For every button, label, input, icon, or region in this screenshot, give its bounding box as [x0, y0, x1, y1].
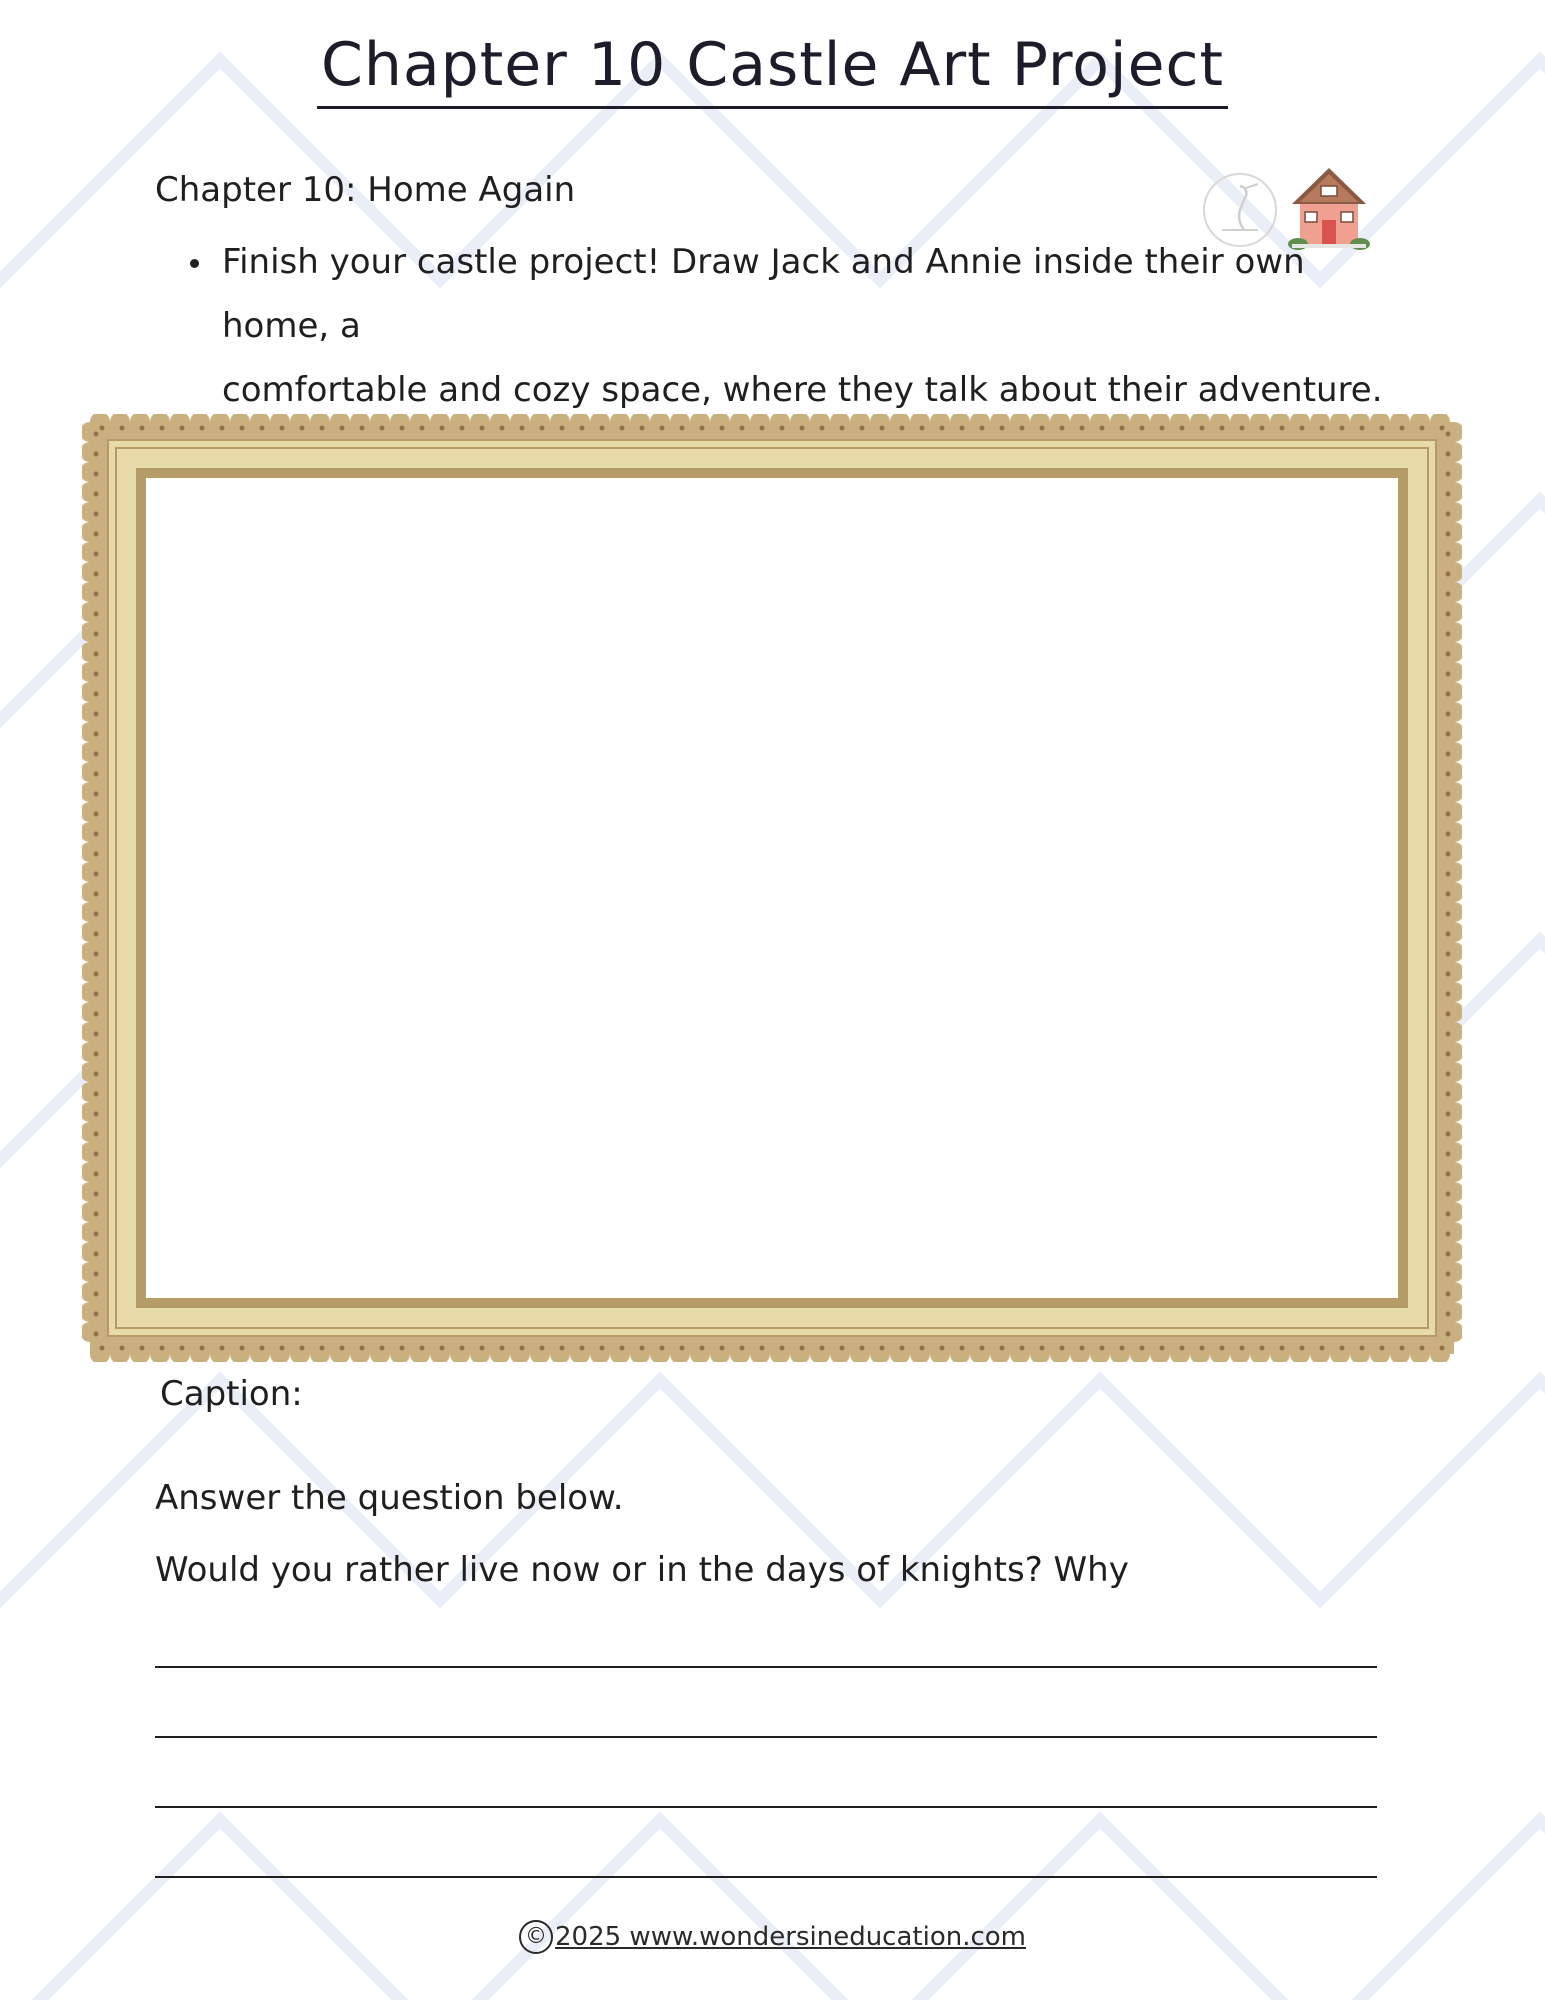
frame-bead: [1400, 1346, 1405, 1351]
frame-bead: [1420, 1346, 1425, 1351]
frame-bead: [240, 1346, 245, 1351]
frame-bead: [1446, 832, 1451, 837]
frame-bead: [940, 426, 945, 431]
frame-bead: [94, 792, 99, 797]
frame-bead: [1446, 992, 1451, 997]
frame-bead: [94, 432, 99, 437]
frame-bead: [1446, 672, 1451, 677]
frame-bead: [820, 426, 825, 431]
frame-bead: [1446, 1212, 1451, 1217]
frame-bead: [760, 1346, 765, 1351]
frame-bead: [94, 1032, 99, 1037]
frame-bead: [1140, 426, 1145, 431]
frame-bead: [740, 1346, 745, 1351]
frame-bead: [960, 1346, 965, 1351]
page-title: Chapter 10 Castle Art Project: [0, 30, 1545, 109]
frame-bead: [1446, 1232, 1451, 1237]
frame-bead: [1080, 426, 1085, 431]
frame-bead: [1446, 492, 1451, 497]
frame-bead: [1446, 612, 1451, 617]
frame-bead: [1260, 426, 1265, 431]
frame-bead: [94, 1232, 99, 1237]
frame-bead: [380, 1346, 385, 1351]
frame-bead: [1446, 432, 1451, 437]
frame-bead: [1446, 1012, 1451, 1017]
frame-bead: [1446, 692, 1451, 697]
caption-label: Caption:: [160, 1374, 303, 1414]
frame-bead: [94, 732, 99, 737]
frame-bead: [600, 426, 605, 431]
frame-bead: [900, 426, 905, 431]
frame-bead: [500, 426, 505, 431]
frame-bead: [1040, 1346, 1045, 1351]
frame-bead: [880, 1346, 885, 1351]
frame-bead: [1446, 1252, 1451, 1257]
frame-bead: [1360, 1346, 1365, 1351]
frame-bead: [1300, 1346, 1305, 1351]
frame-bead: [460, 1346, 465, 1351]
frame-bead: [100, 426, 105, 431]
frame-bead: [94, 1272, 99, 1277]
frame-bead: [94, 1212, 99, 1217]
frame-bead: [1220, 1346, 1225, 1351]
frame-bead: [680, 1346, 685, 1351]
frame-bead: [740, 426, 745, 431]
frame-bead: [380, 426, 385, 431]
frame-bead: [1240, 1346, 1245, 1351]
frame-bead: [420, 426, 425, 431]
frame-bead: [820, 1346, 825, 1351]
frame-bead: [400, 1346, 405, 1351]
frame-bead: [94, 452, 99, 457]
frame-bead: [1446, 1072, 1451, 1077]
frame-bead: [960, 426, 965, 431]
footer-link[interactable]: 2025 www.wondersineducation.com: [555, 1922, 1026, 1952]
frame-bead: [1446, 452, 1451, 457]
frame-bead: [94, 1192, 99, 1197]
frame-bead: [440, 426, 445, 431]
frame-bead: [540, 1346, 545, 1351]
frame-bead: [1100, 426, 1105, 431]
frame-bead: [94, 1132, 99, 1137]
frame-bead: [1440, 1346, 1445, 1351]
frame-bead: [280, 1346, 285, 1351]
frame-bead: [160, 426, 165, 431]
frame-bead: [1160, 1346, 1165, 1351]
question-text: Would you rather live now or in the days of knights? Why: [155, 1550, 1129, 1590]
drawing-area: [146, 478, 1398, 1298]
frame-bead: [180, 1346, 185, 1351]
frame-bead: [840, 1346, 845, 1351]
frame-bead: [340, 426, 345, 431]
frame-bead: [580, 426, 585, 431]
frame-bead: [520, 1346, 525, 1351]
frame-bead: [200, 1346, 205, 1351]
frame-bead: [780, 1346, 785, 1351]
frame-bead: [240, 426, 245, 431]
frame-bead: [1120, 1346, 1125, 1351]
frame-bead: [160, 1346, 165, 1351]
frame-bead: [94, 852, 99, 857]
frame-bead: [720, 1346, 725, 1351]
frame-bead: [1446, 552, 1451, 557]
frame-bead: [1080, 1346, 1085, 1351]
frame-bead: [900, 1346, 905, 1351]
frame-bead: [1446, 1312, 1451, 1317]
frame-bead: [94, 492, 99, 497]
frame-bead: [1060, 1346, 1065, 1351]
frame-bead: [720, 426, 725, 431]
frame-bead: [1440, 426, 1445, 431]
frame-bead: [920, 1346, 925, 1351]
frame-bead: [660, 1346, 665, 1351]
answer-line[interactable]: [155, 1806, 1377, 1808]
frame-bead: [1260, 1346, 1265, 1351]
frame-bead: [520, 426, 525, 431]
frame-bead: [94, 572, 99, 577]
frame-bead: [1446, 1112, 1451, 1117]
frame-bead: [260, 426, 265, 431]
frame-bead: [1446, 852, 1451, 857]
frame-bead: [94, 1292, 99, 1297]
frame-bead: [94, 772, 99, 777]
frame-bead: [140, 426, 145, 431]
frame-bead: [120, 426, 125, 431]
frame-bead: [94, 692, 99, 697]
frame-bead: [980, 1346, 985, 1351]
answer-line[interactable]: [155, 1876, 1377, 1878]
frame-bead: [1446, 532, 1451, 537]
frame-bead: [1446, 472, 1451, 477]
frame-bead: [94, 812, 99, 817]
frame-bead: [94, 532, 99, 537]
frame-bead: [1446, 732, 1451, 737]
frame-bead: [480, 1346, 485, 1351]
frame-bead: [94, 472, 99, 477]
frame-bead: [1220, 426, 1225, 431]
frame-bead: [94, 972, 99, 977]
frame-bead: [1400, 426, 1405, 431]
frame-bead: [94, 612, 99, 617]
frame-bead: [640, 1346, 645, 1351]
frame-bead: [1340, 1346, 1345, 1351]
frame-bead: [94, 1332, 99, 1337]
frame-bead: [94, 832, 99, 837]
frame-bead: [680, 426, 685, 431]
frame-bead: [140, 1346, 145, 1351]
frame-bead: [300, 426, 305, 431]
frame-bead: [1180, 1346, 1185, 1351]
frame-bead: [800, 426, 805, 431]
frame-bead: [1446, 1292, 1451, 1297]
frame-bead: [460, 426, 465, 431]
frame-bead: [1446, 652, 1451, 657]
frame-bead: [1446, 772, 1451, 777]
frame-bead: [940, 1346, 945, 1351]
frame-bead: [1060, 426, 1065, 431]
frame-bead: [94, 912, 99, 917]
frame-bead: [1300, 426, 1305, 431]
frame-bead: [94, 952, 99, 957]
frame-bead: [1100, 1346, 1105, 1351]
frame-bead: [200, 426, 205, 431]
frame-bead: [700, 426, 705, 431]
frame-bead: [1280, 426, 1285, 431]
frame-bead: [180, 426, 185, 431]
frame-bead: [1446, 792, 1451, 797]
frame-bead: [1446, 752, 1451, 757]
frame-bead: [1446, 1332, 1451, 1337]
question-instruction: Answer the question below.: [155, 1478, 624, 1518]
frame-bead: [1446, 952, 1451, 957]
bullet-continuation: [190, 358, 1400, 422]
frame-bead: [1446, 1172, 1451, 1177]
frame-bead: [1446, 912, 1451, 917]
frame-bead: [1446, 972, 1451, 977]
frame-bead: [1020, 426, 1025, 431]
frame-bead: [1380, 1346, 1385, 1351]
frame-bead: [94, 892, 99, 897]
frame-bead: [94, 992, 99, 997]
frame-bead: [1140, 1346, 1145, 1351]
frame-bead: [1446, 632, 1451, 637]
frame-bead: [700, 1346, 705, 1351]
frame-bead: [94, 932, 99, 937]
section-heading: Chapter 10: Home Again: [155, 170, 576, 210]
bullet-text: Finish your castle project! Draw Jack and Annie inside their own home, a: [222, 242, 1305, 346]
frame-bead: [580, 1346, 585, 1351]
frame-bead: [1280, 1346, 1285, 1351]
frame-bead: [94, 712, 99, 717]
frame-bead: [320, 1346, 325, 1351]
frame-bead: [94, 512, 99, 517]
copyright-icon: ©: [519, 1920, 553, 1954]
frame-bead: [280, 426, 285, 431]
frame-bead: [1446, 1052, 1451, 1057]
frame-bead: [94, 1092, 99, 1097]
answer-line[interactable]: [155, 1736, 1377, 1738]
frame-bead: [94, 1252, 99, 1257]
frame-bead: [1446, 932, 1451, 937]
frame-bead: [1160, 426, 1165, 431]
frame-bead: [1446, 892, 1451, 897]
frame-bead: [1420, 426, 1425, 431]
frame-bead: [94, 1112, 99, 1117]
frame-bead: [220, 1346, 225, 1351]
frame-bead: [560, 1346, 565, 1351]
frame-bead: [860, 426, 865, 431]
frame-bead: [1320, 426, 1325, 431]
frame-bead: [1446, 592, 1451, 597]
frame-bead: [300, 1346, 305, 1351]
frame-bead: [640, 426, 645, 431]
frame-bead: [220, 426, 225, 431]
frame-bead: [1340, 426, 1345, 431]
frame-bead: [1446, 1192, 1451, 1197]
frame-bead: [94, 632, 99, 637]
frame-bead: [1446, 1152, 1451, 1157]
frame-bead: [440, 1346, 445, 1351]
frame-bead: [1320, 1346, 1325, 1351]
frame-bead: [1446, 872, 1451, 877]
frame-bead: [1446, 572, 1451, 577]
frame-bead: [94, 1072, 99, 1077]
frame-bead: [840, 426, 845, 431]
frame-bead: [1020, 1346, 1025, 1351]
frame-bead: [320, 426, 325, 431]
frame-bead: [1446, 1132, 1451, 1137]
frame-bead: [360, 426, 365, 431]
frame-bead: [540, 426, 545, 431]
frame-bead: [560, 426, 565, 431]
frame-bead: [1446, 1092, 1451, 1097]
bullet-item: [190, 230, 1400, 358]
frame-bead: [94, 652, 99, 657]
frame-bead: [1180, 426, 1185, 431]
frame-bead: [1446, 712, 1451, 717]
frame-bead: [760, 426, 765, 431]
frame-bead: [660, 426, 665, 431]
frame-bead: [880, 426, 885, 431]
frame-bead: [100, 1346, 105, 1351]
frame-bead: [800, 1346, 805, 1351]
bullet-text: comfortable and cozy space, where they talk about their adventure.: [222, 370, 1383, 410]
frame-bead: [500, 1346, 505, 1351]
frame-bead: [1120, 426, 1125, 431]
frame-bead: [1380, 426, 1385, 431]
frame-bead: [94, 1152, 99, 1157]
frame-bead: [1000, 426, 1005, 431]
frame-bead: [120, 1346, 125, 1351]
frame-bead: [860, 1346, 865, 1351]
frame-bead: [600, 1346, 605, 1351]
frame-bead: [980, 426, 985, 431]
drawing-frame[interactable]: [82, 414, 1462, 1362]
footer: [0, 1920, 1545, 1954]
frame-bead: [920, 426, 925, 431]
frame-bead: [94, 552, 99, 557]
frame-bead: [1446, 812, 1451, 817]
frame-bead: [94, 592, 99, 597]
frame-bead: [1200, 426, 1205, 431]
frame-bead: [94, 672, 99, 677]
frame-bead: [1000, 1346, 1005, 1351]
answer-line[interactable]: [155, 1666, 1377, 1668]
frame-bead: [1040, 426, 1045, 431]
frame-bead: [260, 1346, 265, 1351]
zigzag-band: [0, 1820, 1545, 2000]
frame-bead: [1446, 512, 1451, 517]
frame-bead: [1446, 1032, 1451, 1037]
frame-bead: [620, 1346, 625, 1351]
frame-bead: [360, 1346, 365, 1351]
frame-bead: [1240, 426, 1245, 431]
frame-bead: [400, 426, 405, 431]
frame-bead: [620, 426, 625, 431]
frame-bead: [94, 872, 99, 877]
frame-bead: [94, 752, 99, 757]
frame-bead: [94, 1012, 99, 1017]
frame-bead: [340, 1346, 345, 1351]
frame-bead: [1446, 1272, 1451, 1277]
frame-bead: [1200, 1346, 1205, 1351]
frame-bead: [1360, 426, 1365, 431]
frame-bead: [94, 1312, 99, 1317]
frame-bead: [420, 1346, 425, 1351]
frame-bead: [94, 1052, 99, 1057]
frame-bead: [780, 426, 785, 431]
frame-bead: [480, 426, 485, 431]
frame-bead: [94, 1172, 99, 1177]
